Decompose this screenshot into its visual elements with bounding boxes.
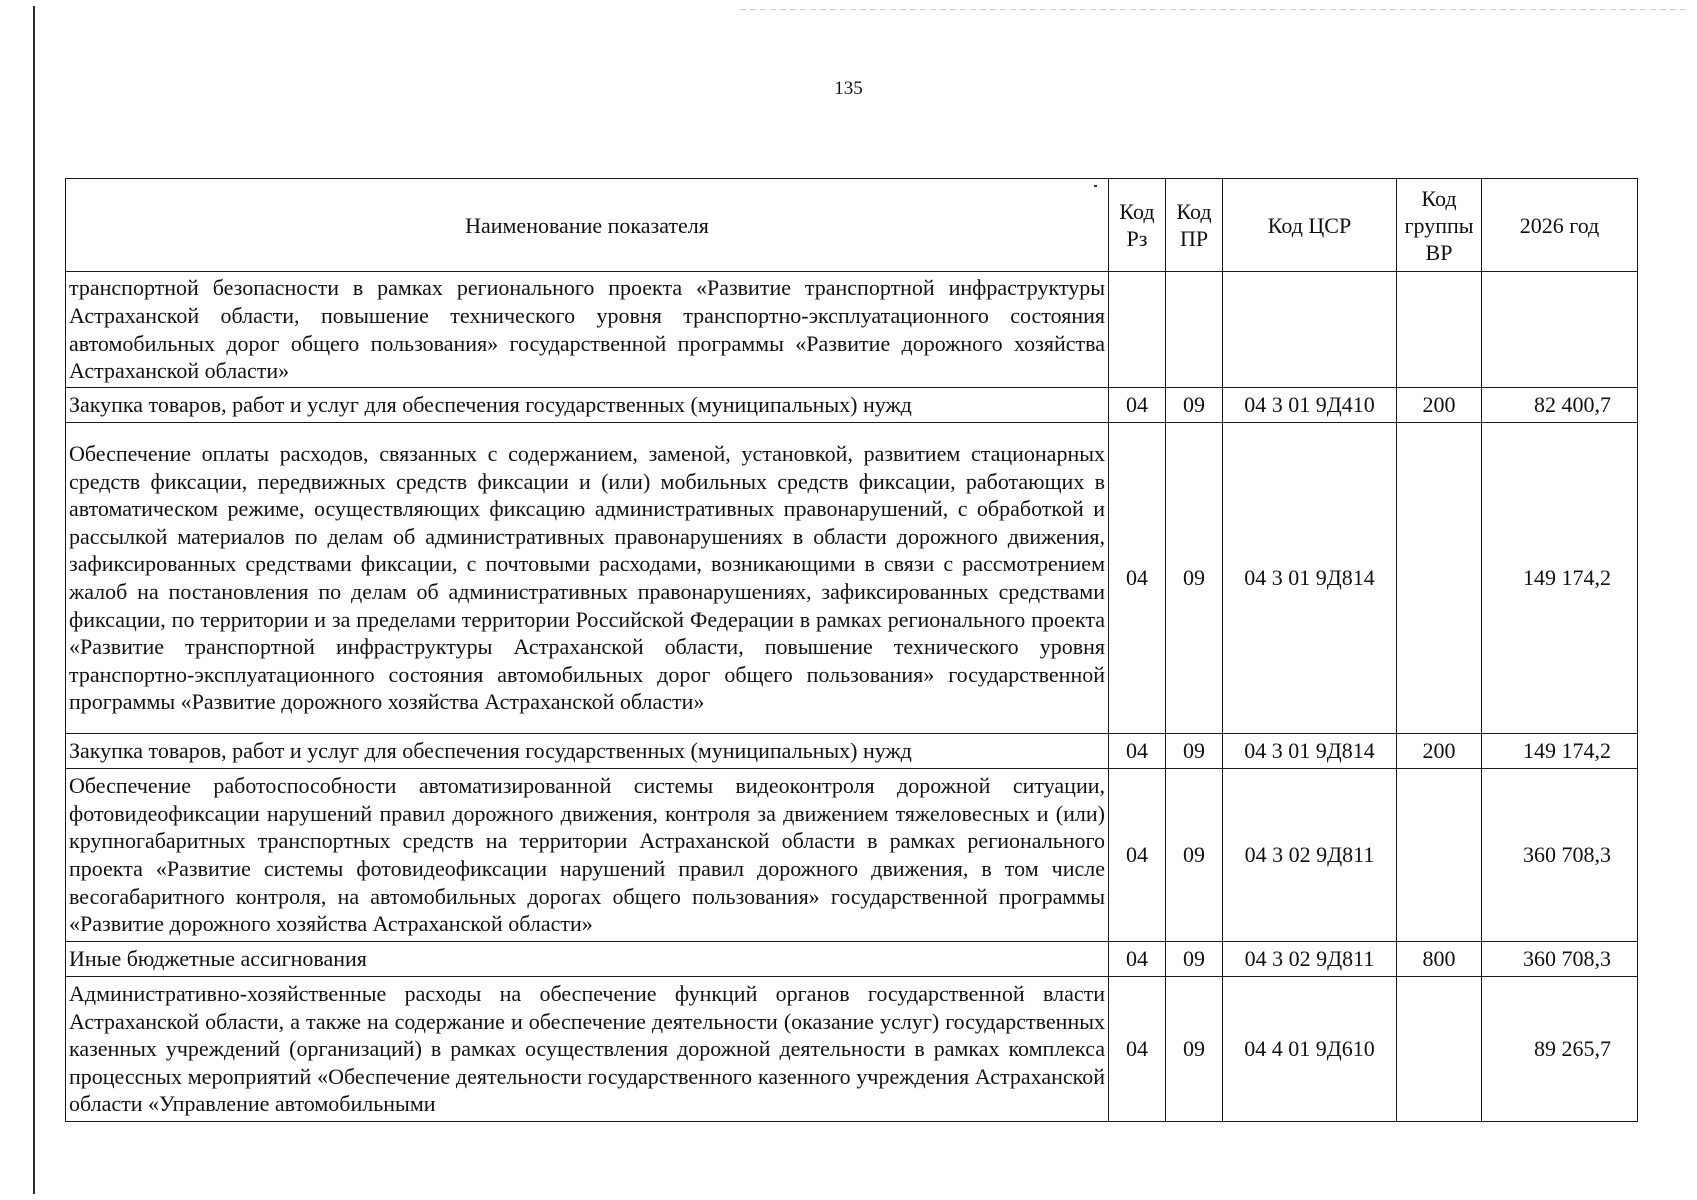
row-sum: 360 708,3 <box>1482 942 1638 977</box>
row-pr: 09 <box>1166 388 1223 423</box>
row-vr: 800 <box>1397 942 1482 977</box>
header-pr: Код ПР <box>1166 179 1223 272</box>
row-sum: 82 400,7 <box>1482 388 1638 423</box>
table-row <box>66 942 1638 977</box>
row-csr: 04 4 01 9Д610 <box>1223 977 1397 1122</box>
row-rz: 04 <box>1109 977 1166 1122</box>
row-pr: 09 <box>1166 769 1223 942</box>
row-vr: 200 <box>1397 388 1482 423</box>
row-rz <box>1109 272 1166 388</box>
table-row <box>66 388 1638 423</box>
table-header-row <box>66 179 1638 272</box>
table-row <box>66 423 1638 734</box>
binding-margin-line <box>33 6 35 1194</box>
row-rz: 04 <box>1109 942 1166 977</box>
row-pr: 09 <box>1166 734 1223 769</box>
table-row <box>66 734 1638 769</box>
row-pr: 09 <box>1166 977 1223 1122</box>
row-csr: 04 3 01 9Д410 <box>1223 388 1397 423</box>
header-year: 2026 год <box>1482 179 1638 272</box>
table-row <box>66 977 1638 1122</box>
row-csr: 04 3 01 9Д814 <box>1223 734 1397 769</box>
header-rz: Код Рз <box>1109 179 1166 272</box>
row-sum: 89 265,7 <box>1482 977 1638 1122</box>
table-row <box>66 769 1638 942</box>
row-csr <box>1223 272 1397 388</box>
row-name: транспортной безопасности в рамках регионального проекта «Развитие транспортной инфраструктуры Астраханской области, повышение технического уровня транспортно-эксплуатационного состояния автомобильных дорог общего пользования» государственной программы «Развитие дорожного хозяйства Астраханской области» <box>66 272 1109 388</box>
row-name: Закупка товаров, работ и услуг для обеспечения государственных (муниципальных) нужд <box>66 734 1109 769</box>
row-rz: 04 <box>1109 388 1166 423</box>
row-name: Закупка товаров, работ и услуг для обеспечения государственных (муниципальных) нужд <box>66 388 1109 423</box>
page-number: 135 <box>834 78 863 99</box>
row-vr <box>1397 977 1482 1122</box>
row-sum: 149 174,2 <box>1482 734 1638 769</box>
header-name: Наименование показателя <box>66 179 1109 272</box>
row-vr <box>1397 769 1482 942</box>
row-vr: 200 <box>1397 734 1482 769</box>
row-pr: 09 <box>1166 942 1223 977</box>
row-pr: 09 <box>1166 423 1223 734</box>
table-row <box>66 272 1638 388</box>
row-rz: 04 <box>1109 734 1166 769</box>
row-csr: 04 3 02 9Д811 <box>1223 942 1397 977</box>
row-sum: 149 174,2 <box>1482 423 1638 734</box>
row-pr <box>1166 272 1223 388</box>
row-rz: 04 <box>1109 769 1166 942</box>
row-rz: 04 <box>1109 423 1166 734</box>
row-name: Административно-хозяйственные расходы на обеспечение функций органов государственной власти Астраханской области, а также на содержание и обеспечение деятельности (оказание услуг) государственных казенных учреждений (организаций) в рамках осуществления дорожной деятельности в рамках комплекса процессных мероприятий «Обеспечение деятельности государственного казенного учреждения Астраханской области «Управление автомобильными <box>66 977 1109 1122</box>
row-vr <box>1397 423 1482 734</box>
header-csr: Код ЦСР <box>1223 179 1397 272</box>
row-vr <box>1397 272 1482 388</box>
row-sum <box>1482 272 1638 388</box>
row-name: Обеспечение работоспособности автоматизированной системы видеоконтроля дорожной ситуации, фотовидеофиксации нарушений правил дорожного движения, контроля за движением тяжеловесных и (или) крупногабаритных транспортных средств на территории Астраханской области в рамках регионального проекта «Развитие системы фотовидеофиксации нарушений правил дорожного движения, в том числе весогабаритного контроля, на автомобильных дорогах общего пользования» государственной программы «Развитие дорожного хозяйства Астраханской области» <box>66 769 1109 942</box>
scan-edge-line <box>740 9 1690 10</box>
row-name: Иные бюджетные ассигнования <box>66 942 1109 977</box>
row-name: Обеспечение оплаты расходов, связанных с содержанием, заменой, установкой, развитием стационарных средств фиксации, передвижных средств фиксации и (или) мобильных средств фиксации, работающих в автоматическом режиме, осуществляющих фиксацию административных правонарушений, с обработкой и рассылкой материалов по делам об административных правонарушениях в области дорожного движения, зафиксированных средствами фиксации, с почтовыми расходами, возникающими в связи с рассмотрением жалоб на постановления по делам об административных правонарушениях, зафиксированных средствами фиксации, по территории и за пределами территории Российской Федерации в рамках регионального проекта «Развитие транспортной инфраструктуры Астраханской области, повышение технического уровня транспортно-эксплуатационного состояния автомобильных дорог общего пользования» государственной программы «Развитие дорожного хозяйства Астраханской области» <box>66 423 1109 734</box>
header-vr: Код группы ВР <box>1397 179 1482 272</box>
row-sum: 360 708,3 <box>1482 769 1638 942</box>
row-csr: 04 3 02 9Д811 <box>1223 769 1397 942</box>
row-csr: 04 3 01 9Д814 <box>1223 423 1397 734</box>
budget-table <box>65 178 1638 1122</box>
